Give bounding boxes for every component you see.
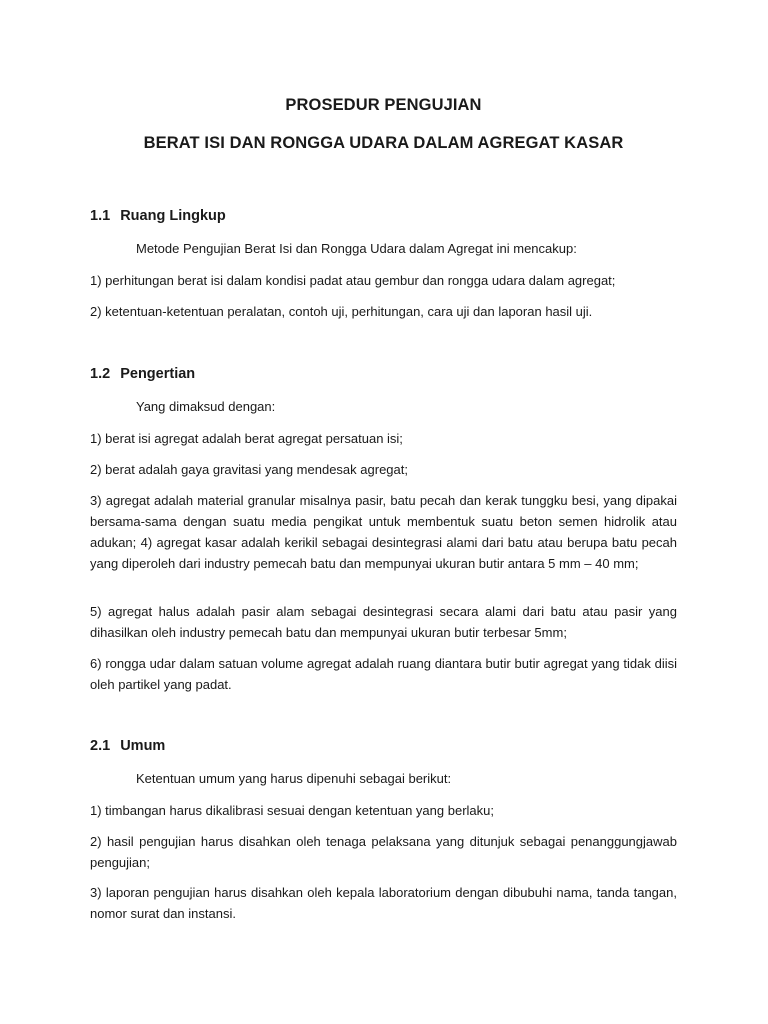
- section-intro: Yang dimaksud dengan:: [136, 399, 276, 414]
- list-item: 3) laporan pengujian harus disahkan oleh kepala laboratorium dengan dibubuhi nama, tanda tangan, nomor surat dan instansi.: [90, 885, 677, 921]
- list-item: 5) agregat halus adalah pasir alam sebagai desintegrasi secara alami dari batu atau pasir yang dihasilkan oleh industry pemecah batu dan mempunyai ukuran butir terbesar 5mm;: [90, 604, 677, 640]
- document-title: PROSEDUR PENGUJIAN: [285, 96, 482, 114]
- section-title: Pengertian: [120, 366, 196, 382]
- document-page: [90, 0, 677, 1024]
- document-subtitle: BERAT ISI DAN RONGGA UDARA DALAM AGREGAT KASAR: [143, 134, 624, 152]
- list-item: 2) ketentuan-ketentuan peralatan, contoh uji, perhitungan, cara uji dan laporan hasil uji.: [90, 304, 593, 319]
- section-heading-umum: [90, 738, 165, 754]
- list-item: 3) agregat adalah material granular misalnya pasir, batu pecah dan kerak tunggku besi, yang dipakai bersama-sama dengan suatu media pengikat untuk membentuk suatu beton semen hidrolik atau adukan; 4) agregat kasar adalah kerikil sebagai desintegrasi alami dari batu atau berupa batu pecah yang diperoleh dari industry pemecah batu dan mempunyai ukuran butir antara 5 mm – 40 mm;: [90, 493, 677, 571]
- section-title: Umum: [120, 738, 166, 754]
- list-item: 1) berat isi agregat adalah berat agregat persatuan isi;: [90, 431, 403, 446]
- section-heading-pengertian: [90, 366, 195, 382]
- section-intro: Ketentuan umum yang harus dipenuhi sebagai berikut:: [136, 771, 452, 786]
- section-number: 1.2: [90, 366, 111, 382]
- section-title: Ruang Lingkup: [120, 208, 226, 224]
- section-number: 2.1: [90, 738, 111, 754]
- list-item: 1) timbangan harus dikalibrasi sesuai dengan ketentuan yang berlaku;: [90, 803, 494, 818]
- list-item: 2) hasil pengujian harus disahkan oleh tenaga pelaksana yang ditunjuk sebagai penanggungjawab pengujian;: [90, 834, 677, 870]
- section-intro: Metode Pengujian Berat Isi dan Rongga Udara dalam Agregat ini mencakup:: [136, 241, 577, 256]
- section-heading-ruang-lingkup: [90, 208, 226, 224]
- list-item: 2) berat adalah gaya gravitasi yang mendesak agregat;: [90, 462, 408, 477]
- list-item: 1) perhitungan berat isi dalam kondisi padat atau gembur dan rongga udara dalam agregat;: [90, 273, 616, 288]
- section-number: 1.1: [90, 208, 111, 224]
- list-item: 6) rongga udar dalam satuan volume agregat adalah ruang diantara butir butir agregat yang tidak diisi oleh partikel yang padat.: [90, 656, 677, 692]
